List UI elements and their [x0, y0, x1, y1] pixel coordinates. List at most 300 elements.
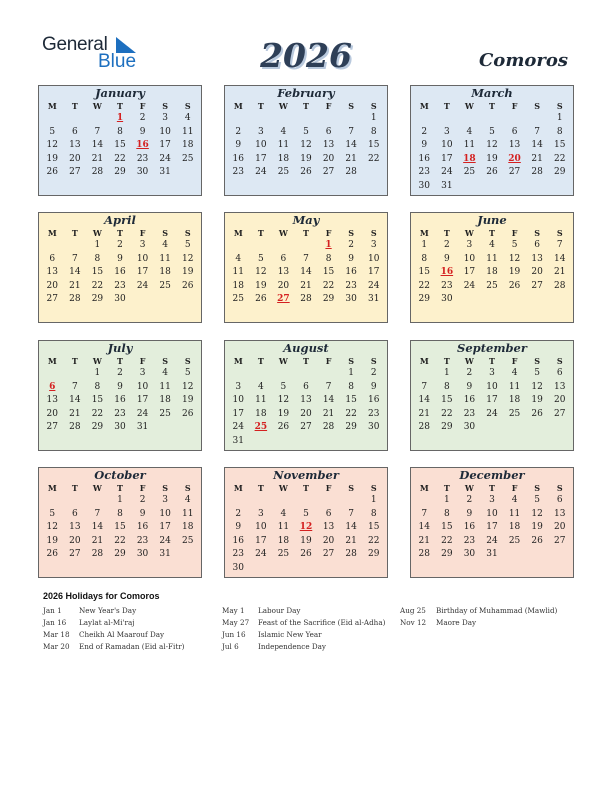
weekday-header: W	[92, 228, 102, 238]
day-cell: 5	[280, 381, 287, 392]
day-cell: 28	[345, 549, 357, 559]
month-day-grid	[411, 227, 573, 307]
month-day-grid	[225, 482, 387, 575]
day-cell: 24	[486, 535, 498, 546]
empty-day-cell	[227, 112, 250, 126]
weekday-header: S	[556, 228, 563, 238]
holiday-date: May 27	[222, 618, 250, 627]
day-cell: 3	[370, 240, 377, 250]
day-cell: 21	[345, 153, 357, 164]
day-cell: 13	[553, 381, 566, 392]
day-cell: 18	[277, 153, 290, 164]
day-cell: 25	[181, 535, 194, 546]
day-cell: 26	[46, 167, 58, 177]
holiday-row	[222, 629, 385, 641]
empty-day-cell	[86, 112, 109, 126]
weekday-header: T	[489, 101, 495, 111]
day-cell: 2	[443, 240, 450, 250]
weekday-header: T	[489, 356, 495, 366]
day-cell: 10	[159, 508, 171, 519]
day-cell: 24	[136, 408, 149, 419]
day-cell: 28	[91, 549, 104, 559]
day-cell: 16	[463, 522, 476, 532]
day-cell: 26	[531, 535, 543, 546]
day-cell: 21	[322, 408, 335, 419]
day-cell: 18	[159, 395, 171, 405]
day-cell: 21	[345, 535, 357, 546]
holiday-date: Mar 20	[43, 642, 70, 651]
day-cell: 3	[257, 508, 264, 519]
day-cell: 4	[489, 240, 495, 250]
day-cell: 3	[443, 126, 450, 137]
day-cell: 6	[303, 381, 309, 392]
day-cell: 10	[486, 381, 498, 392]
day-cell: 3	[139, 368, 146, 378]
day-cell: 17	[136, 395, 149, 405]
holidays-column	[43, 605, 184, 653]
weekday-header: W	[92, 356, 102, 366]
day-cell: 15	[441, 522, 453, 532]
weekday-header: S	[556, 356, 563, 366]
holiday-day-cell: 16	[440, 267, 454, 277]
day-cell: 29	[91, 294, 104, 304]
day-cell: 23	[463, 535, 476, 546]
day-cell: 7	[94, 126, 101, 137]
day-cell: 28	[91, 167, 104, 177]
day-cell: 21	[91, 153, 104, 164]
day-cell: 20	[46, 280, 58, 291]
month-june	[410, 212, 574, 323]
holiday-name: Birthday of Muhammad (Mawlid)	[436, 606, 558, 615]
day-cell: 23	[345, 280, 357, 291]
day-cell: 7	[71, 381, 78, 392]
weekday-header: F	[139, 483, 146, 493]
holiday-row	[43, 617, 184, 629]
day-cell: 28	[345, 167, 357, 177]
day-cell: 18	[486, 267, 498, 277]
day-cell: 27	[322, 549, 335, 559]
empty-day-cell	[41, 367, 64, 381]
day-cell: 7	[556, 240, 563, 250]
day-cell: 10	[255, 140, 267, 150]
day-cell: 21	[531, 153, 543, 164]
day-cell: 23	[136, 153, 149, 164]
month-december	[410, 467, 574, 578]
month-day-grid	[411, 482, 573, 562]
weekday-header: M	[419, 228, 429, 238]
day-cell: 26	[255, 294, 267, 304]
day-cell: 18	[277, 535, 290, 546]
day-cell: 23	[463, 408, 476, 419]
day-cell: 10	[255, 522, 267, 532]
day-cell: 26	[277, 422, 290, 432]
day-cell: 14	[91, 522, 104, 532]
day-cell: 27	[553, 408, 566, 419]
holiday-date: Mar 18	[43, 630, 70, 639]
day-cell: 26	[300, 167, 312, 177]
day-cell: 27	[553, 535, 566, 546]
day-cell: 17	[136, 267, 149, 277]
empty-day-cell	[227, 367, 250, 381]
weekday-header: W	[278, 356, 288, 366]
day-cell: 8	[421, 253, 428, 264]
weekday-header: T	[71, 356, 78, 366]
day-cell: 19	[300, 535, 312, 546]
day-cell: 17	[255, 535, 267, 546]
weekday-header: M	[233, 483, 243, 493]
day-cell: 29	[345, 422, 357, 432]
month-march	[410, 85, 574, 196]
day-cell: 16	[232, 153, 244, 164]
day-cell: 13	[46, 395, 58, 405]
day-cell: 5	[257, 253, 264, 264]
weekday-header: F	[511, 101, 518, 111]
day-cell: 4	[257, 381, 264, 392]
day-cell: 22	[114, 153, 126, 164]
day-cell: 27	[46, 422, 58, 432]
day-cell: 11	[181, 508, 194, 519]
day-cell: 29	[322, 294, 335, 304]
month-day-grid	[39, 482, 201, 562]
day-cell: 14	[69, 395, 81, 405]
day-cell: 30	[441, 294, 453, 304]
day-cell: 12	[46, 522, 58, 532]
weekday-header: S	[162, 101, 169, 111]
weekday-header: M	[47, 483, 57, 493]
day-cell: 2	[421, 126, 428, 137]
day-cell: 14	[69, 267, 81, 277]
weekday-header: T	[117, 483, 123, 493]
day-cell: 30	[345, 294, 357, 304]
weekday-header: T	[443, 228, 450, 238]
day-cell: 1	[94, 240, 101, 250]
day-cell: 22	[345, 408, 357, 419]
day-cell: 20	[277, 280, 290, 291]
day-cell: 30	[418, 180, 430, 191]
day-cell: 29	[553, 167, 566, 177]
day-cell: 8	[94, 381, 101, 392]
weekday-header: S	[162, 228, 169, 238]
day-cell: 27	[508, 167, 521, 177]
holiday-row	[400, 605, 557, 617]
day-cell: 23	[232, 549, 244, 559]
day-cell: 15	[322, 267, 335, 277]
day-cell: 24	[159, 153, 171, 164]
holiday-date: May 1	[222, 606, 245, 615]
empty-day-cell	[250, 239, 273, 253]
holiday-day-cell: 12	[299, 522, 313, 532]
empty-day-cell	[295, 239, 318, 253]
day-cell: 12	[46, 140, 58, 150]
weekday-header: S	[534, 228, 541, 238]
empty-day-cell	[86, 494, 109, 508]
month-april	[38, 212, 202, 323]
day-cell: 26	[300, 549, 312, 559]
day-cell: 17	[486, 522, 498, 532]
day-cell: 19	[300, 153, 312, 164]
holiday-name: Islamic New Year	[258, 630, 322, 639]
day-cell: 24	[255, 549, 267, 559]
weekday-header: S	[184, 356, 191, 366]
day-cell: 20	[531, 267, 543, 277]
day-cell: 18	[508, 522, 521, 532]
day-cell: 11	[277, 522, 290, 532]
day-cell: 14	[345, 140, 357, 150]
day-cell: 9	[117, 253, 123, 264]
empty-day-cell	[295, 112, 318, 126]
day-cell: 14	[553, 253, 566, 264]
day-cell: 9	[466, 508, 473, 519]
weekday-header: T	[489, 228, 495, 238]
day-cell: 1	[556, 113, 563, 123]
day-cell: 7	[325, 381, 332, 392]
day-cell: 23	[418, 167, 430, 177]
day-cell: 15	[91, 267, 104, 277]
day-cell: 28	[553, 280, 566, 291]
day-cell: 20	[69, 153, 81, 164]
empty-day-cell	[250, 112, 273, 126]
day-cell: 25	[463, 167, 476, 177]
day-cell: 27	[69, 167, 81, 177]
day-cell: 19	[255, 280, 267, 291]
day-cell: 23	[114, 408, 126, 419]
day-cell: 17	[255, 153, 267, 164]
day-cell: 3	[257, 126, 264, 137]
weekday-header: W	[464, 356, 474, 366]
day-cell: 20	[300, 408, 312, 419]
day-cell: 4	[511, 368, 518, 378]
day-cell: 22	[114, 535, 126, 546]
day-cell: 8	[443, 508, 450, 519]
day-cell: 6	[534, 240, 540, 250]
empty-day-cell	[227, 494, 250, 508]
day-cell: 4	[466, 126, 473, 137]
day-cell: 2	[117, 240, 123, 250]
day-cell: 4	[235, 253, 242, 264]
empty-day-cell	[227, 239, 250, 253]
empty-day-cell	[272, 367, 295, 381]
day-cell: 17	[367, 267, 380, 277]
day-cell: 5	[49, 126, 56, 137]
holiday-date: Nov 12	[400, 618, 427, 627]
day-cell: 17	[159, 522, 171, 532]
weekday-header: F	[139, 101, 146, 111]
day-cell: 3	[466, 240, 473, 250]
day-cell: 28	[418, 422, 430, 432]
empty-day-cell	[413, 494, 436, 508]
holiday-name: Maore Day	[436, 618, 477, 627]
day-cell: 2	[235, 126, 242, 137]
day-cell: 22	[441, 408, 453, 419]
day-cell: 1	[370, 495, 377, 505]
day-cell: 30	[136, 549, 149, 559]
weekday-header: F	[325, 356, 332, 366]
month-title: June	[477, 213, 507, 227]
day-cell: 13	[531, 253, 543, 264]
holiday-name: Labour Day	[258, 606, 301, 615]
day-cell: 29	[441, 422, 453, 432]
day-cell: 22	[91, 408, 104, 419]
holidays-column	[400, 605, 557, 629]
day-cell: 12	[531, 508, 543, 519]
day-cell: 9	[235, 522, 242, 532]
weekday-header: T	[303, 356, 309, 366]
weekday-header: M	[419, 356, 429, 366]
holiday-day-cell: 27	[277, 294, 290, 304]
day-cell: 24	[136, 280, 149, 291]
day-cell: 28	[322, 422, 335, 432]
day-cell: 31	[367, 294, 380, 304]
weekday-header: T	[257, 101, 264, 111]
weekday-header: T	[71, 483, 78, 493]
weekday-header: F	[511, 483, 518, 493]
weekday-header: S	[184, 483, 191, 493]
year-title: 2026	[260, 36, 352, 75]
month-november	[224, 467, 388, 578]
empty-day-cell	[340, 494, 363, 508]
day-cell: 13	[553, 508, 566, 519]
day-cell: 11	[463, 140, 476, 150]
day-cell: 30	[114, 294, 126, 304]
day-cell: 19	[531, 395, 543, 405]
day-cell: 16	[463, 395, 476, 405]
day-cell: 2	[139, 495, 146, 505]
day-cell: 10	[232, 395, 244, 405]
weekday-header: W	[92, 101, 102, 111]
day-cell: 28	[69, 422, 81, 432]
day-cell: 30	[463, 422, 476, 432]
weekday-header: T	[257, 356, 264, 366]
weekday-header: F	[325, 101, 332, 111]
weekday-header: S	[370, 228, 377, 238]
day-cell: 5	[303, 508, 309, 519]
day-cell: 16	[136, 522, 149, 532]
day-cell: 4	[280, 508, 287, 519]
day-cell: 7	[303, 253, 309, 264]
day-cell: 27	[69, 549, 81, 559]
day-cell: 13	[69, 522, 81, 532]
day-cell: 2	[117, 368, 123, 378]
day-cell: 20	[322, 153, 335, 164]
month-title: December	[459, 468, 525, 482]
holiday-row	[222, 617, 385, 629]
day-cell: 3	[139, 240, 146, 250]
weekday-header: W	[278, 228, 288, 238]
day-cell: 6	[325, 508, 332, 519]
day-cell: 7	[71, 253, 78, 264]
day-cell: 13	[277, 267, 290, 277]
day-cell: 23	[367, 408, 380, 419]
day-cell: 11	[508, 508, 521, 519]
day-cell: 13	[69, 140, 81, 150]
day-cell: 5	[184, 240, 191, 250]
weekday-header: S	[348, 356, 355, 366]
holiday-name: Laylat al-Mi'raj	[79, 618, 135, 627]
day-cell: 5	[534, 495, 540, 505]
day-cell: 5	[303, 126, 309, 137]
empty-day-cell	[317, 494, 340, 508]
day-cell: 23	[232, 167, 244, 177]
holiday-day-cell: 16	[136, 140, 149, 150]
empty-day-cell	[250, 367, 273, 381]
day-cell: 29	[114, 549, 126, 559]
day-cell: 21	[69, 408, 81, 419]
day-cell: 25	[159, 408, 171, 419]
weekday-header: T	[117, 101, 123, 111]
weekday-header: S	[162, 483, 169, 493]
day-cell: 19	[181, 267, 194, 277]
empty-day-cell	[41, 239, 64, 253]
day-cell: 16	[114, 267, 126, 277]
day-cell: 24	[463, 280, 476, 291]
month-day-grid	[225, 355, 387, 448]
day-cell: 15	[418, 267, 430, 277]
day-cell: 30	[367, 422, 380, 432]
day-cell: 9	[443, 253, 450, 264]
weekday-header: S	[370, 483, 377, 493]
day-cell: 12	[181, 381, 194, 392]
weekday-header: S	[534, 356, 541, 366]
day-cell: 1	[348, 368, 354, 378]
month-title: July	[107, 341, 133, 355]
month-day-grid	[225, 100, 387, 180]
day-cell: 4	[511, 495, 518, 505]
day-cell: 24	[255, 167, 267, 177]
day-cell: 22	[367, 535, 380, 546]
day-cell: 23	[136, 535, 149, 546]
day-cell: 17	[159, 140, 171, 150]
empty-day-cell	[481, 112, 504, 126]
day-cell: 23	[114, 280, 126, 291]
day-cell: 8	[117, 126, 123, 137]
holiday-day-cell: 25	[254, 422, 268, 432]
month-day-grid	[225, 227, 387, 307]
day-cell: 29	[367, 549, 380, 559]
day-cell: 4	[162, 240, 168, 250]
day-cell: 15	[441, 395, 453, 405]
day-cell: 22	[322, 280, 335, 291]
weekday-header: T	[257, 483, 264, 493]
day-cell: 16	[418, 153, 430, 164]
day-cell: 26	[181, 408, 194, 419]
weekday-header: F	[325, 228, 332, 238]
day-cell: 3	[489, 368, 495, 378]
day-cell: 8	[443, 381, 450, 392]
month-title: September	[457, 341, 527, 355]
day-cell: 10	[367, 253, 380, 264]
month-august	[224, 340, 388, 451]
day-cell: 17	[486, 395, 498, 405]
day-cell: 18	[508, 395, 521, 405]
month-title: February	[277, 86, 335, 100]
weekday-header: F	[511, 228, 518, 238]
day-cell: 12	[255, 267, 267, 277]
day-cell: 19	[46, 153, 58, 164]
day-cell: 21	[418, 535, 430, 546]
day-cell: 19	[46, 535, 58, 546]
day-cell: 26	[531, 408, 543, 419]
day-cell: 27	[46, 294, 58, 304]
day-cell: 26	[181, 280, 194, 291]
day-cell: 14	[345, 522, 357, 532]
empty-day-cell	[64, 494, 87, 508]
weekday-header: W	[92, 483, 102, 493]
month-day-grid	[39, 227, 201, 307]
day-cell: 22	[441, 535, 453, 546]
day-cell: 20	[322, 535, 335, 546]
day-cell: 28	[418, 549, 430, 559]
holidays-column	[222, 605, 385, 653]
